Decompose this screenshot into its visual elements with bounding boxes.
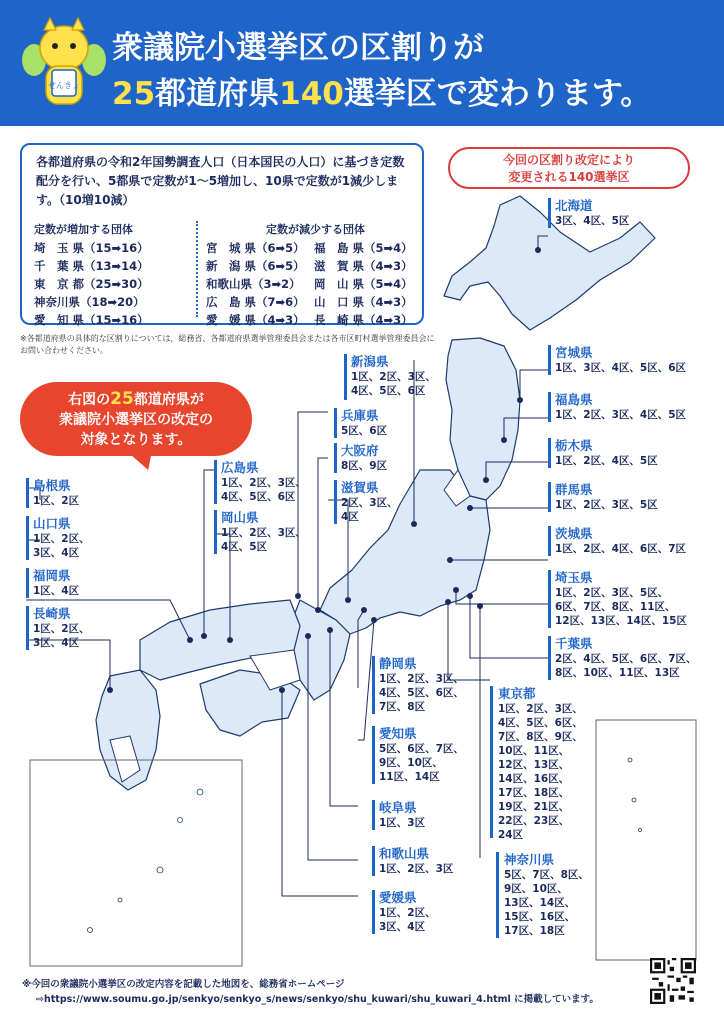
label-hokkaido: 北海道 3区、4区、5区 [555, 198, 630, 227]
column-divider [196, 221, 198, 317]
label-osaka: 大阪府 8区、9区 [341, 443, 388, 472]
label-niigata: 新潟県 1区、2区、3区、 4区、5区、6区 [351, 354, 436, 397]
page-title-line2: 25都道府県140選挙区で変わります。 [112, 76, 652, 112]
ogasawara-inset [596, 720, 696, 960]
info-box [20, 143, 424, 325]
changed-districts-box: 今回の区割り改定により 変更される140選挙区 [448, 147, 690, 189]
inquiry-note: ※各都道府県の具体的な区割りについては，総務省、各都道府県選挙管理委員会または各市区町村選挙管理委員会にお問い合わせください。 [20, 334, 435, 355]
target-bubble: 右図の25都道府県が 衆議院小選挙区の改定の 対象となります。 [20, 382, 252, 456]
label-shizuoka: 静岡県 1区、2区、3区、 4区、5区、6区、 7区、8区 [379, 656, 464, 713]
label-tochigi: 栃木県 1区、2区、4区、5区 [555, 438, 658, 467]
decrease-item: 岡 山 県（5➡4） [314, 277, 413, 291]
label-miyagi: 宮城県 1区、3区、4区、5区、6区 [555, 345, 687, 374]
page-title-line1: 衆議院小選挙区の区割りが [112, 30, 484, 66]
label-fukushima: 福島県 1区、2区、3区、4区、5区 [555, 392, 687, 421]
svg-text:せんきょ: せんきょ [48, 81, 80, 90]
label-shiga: 滋賀県 2区、3区、 4区 [341, 480, 398, 523]
label-gifu: 岐阜県 1区、3区 [379, 800, 426, 829]
intro-text: 各都道府県の令和2年国勢調査人口（日本国民の人口）に基づき定数配分を行い、5都県で定数が1～5増加し、10県で定数が1減少します。（10増10減） [36, 155, 405, 207]
decrease-item: 和歌山県（3➡2） [206, 277, 301, 291]
decrease-item: 福 島 県（5➡4） [314, 241, 413, 255]
label-shimane: 島根県 1区、2区 [33, 478, 80, 507]
label-saitama: 埼玉県 1区、2区、3区、5区、 6区、7区、8区、11区、 12区、13区、14区、15区 [555, 570, 687, 627]
increase-item: 愛 知 県（15➡16） [34, 313, 149, 327]
increase-item: 神奈川県（18➡20） [34, 295, 145, 309]
increase-item: 東 京 都（25➡30） [34, 277, 149, 291]
increase-item: 千 葉 県（13➡14） [34, 259, 149, 273]
decrease-item: 滋 賀 県（4➡3） [314, 259, 413, 273]
label-ibaraki: 茨城県 1区、2区、4区、6区、7区 [555, 526, 687, 555]
label-hyogo: 兵庫県 5区、6区 [341, 408, 388, 437]
decrease-item: 長 崎 県（4➡3） [314, 313, 413, 327]
decrease-heading: 定数が減少する団体 [266, 223, 365, 236]
label-yamaguchi: 山口県 1区、2区、 3区、4区 [33, 516, 90, 559]
label-hiroshima: 広島県 1区、2区、3区、 4区、5区、6区 [221, 460, 306, 503]
label-gunma: 群馬県 1区、2区、3区、5区 [555, 482, 658, 511]
label-okayama: 岡山県 1区、2区、3区、 4区、5区 [221, 510, 306, 553]
decrease-item: 山 口 県（4➡3） [314, 295, 413, 309]
label-ehime: 愛媛県 1区、2区、 3区、4区 [379, 890, 436, 933]
qr-code-icon[interactable] [650, 958, 696, 1004]
label-tokyo: 東京都 1区、2区、3区、 4区、5区、6区、 7区、8区、9区、 10区、11区、 12区、13区、 14区、16区、 17区、18区、 19区、21区、 22区、23区、 24区 [498, 686, 583, 841]
footer-note: ※今回の衆議院小選挙区の改定内容を記載した地図を、総務省ホームページ ⇨https://www.soumu.go.jp/senkyo/senkyo_s/news/senkyo/shu_kuwari/shu_kuwari_4.html に掲載しています。 [22, 979, 599, 1005]
label-aichi: 愛知県 5区、6区、7区、 9区、10区、 11区、14区 [379, 726, 464, 783]
increase-item: 埼 玉 県（15➡16） [34, 241, 149, 255]
decrease-item: 愛 媛 県（4➡3） [206, 313, 305, 327]
decrease-item: 広 島 県（7➡6） [206, 295, 305, 309]
label-chiba: 千葉県 2区、4区、5区、6区、7区、 8区、10区、11区、13区 [555, 636, 697, 679]
decrease-item: 新 潟 県（6➡5） [206, 259, 305, 273]
label-wakayama: 和歌山県 1区、2区、3区 [379, 846, 454, 875]
label-fukuoka: 福岡県 1区、4区 [33, 568, 80, 597]
label-nagasaki: 長崎県 1区、2区、 3区、4区 [33, 606, 90, 649]
soumu-url-link[interactable]: https://www.soumu.go.jp/senkyo/senkyo_s/news/senkyo/shu_kuwari/shu_kuwari_4.html [43, 994, 511, 1005]
increase-heading: 定数が増加する団体 [34, 223, 133, 236]
label-kanagawa: 神奈川県 5区、7区、8区、 9区、10区、 13区、14区、 15区、16区、 17区、18区 [504, 852, 589, 937]
okinawa-inset [30, 760, 242, 966]
decrease-item: 宮 城 県（6➡5） [206, 241, 305, 255]
